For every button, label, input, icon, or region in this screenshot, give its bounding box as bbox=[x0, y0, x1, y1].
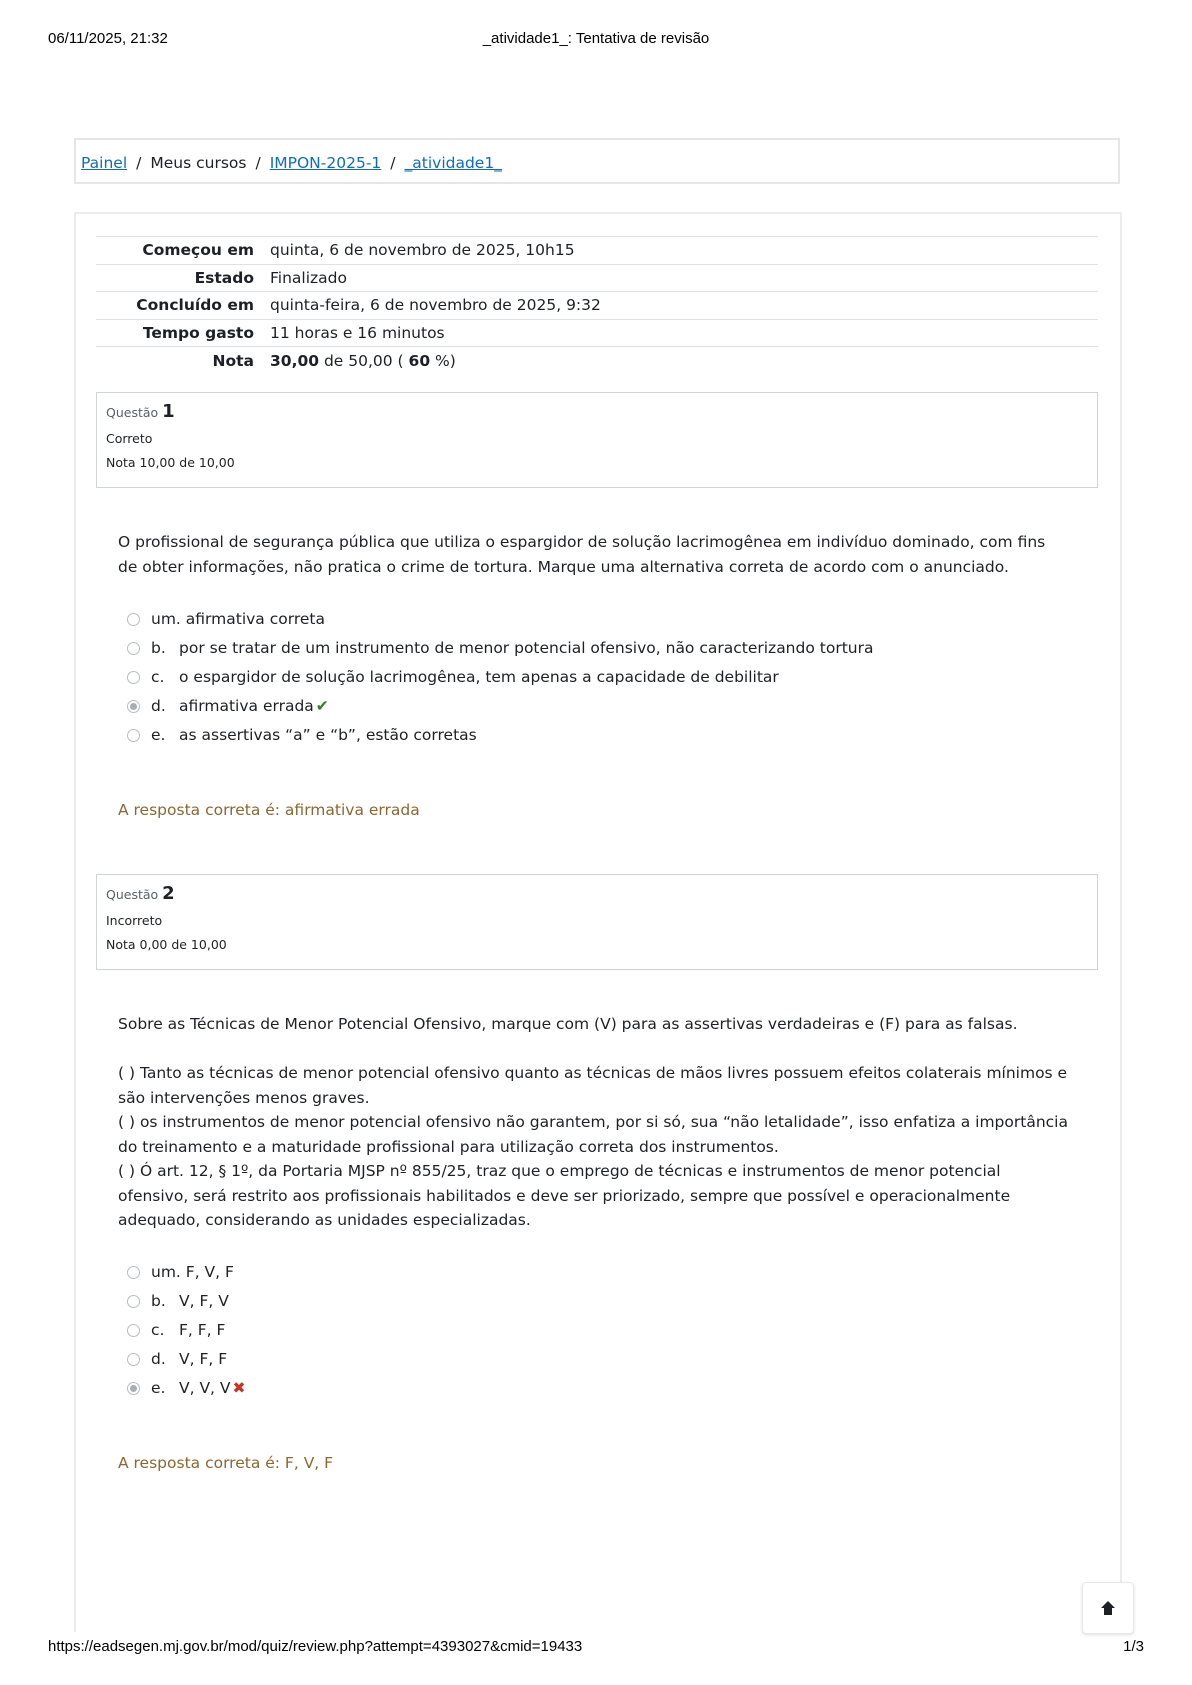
answer-letter: e. bbox=[151, 1379, 166, 1397]
radio-button[interactable] bbox=[127, 642, 140, 655]
print-datetime: 06/11/2025, 21:32 bbox=[48, 30, 168, 47]
answer-option[interactable] bbox=[126, 1316, 1026, 1345]
question-grade: Nota 0,00 de 10,00 bbox=[106, 937, 227, 952]
breadcrumb-home-link[interactable]: Painel bbox=[81, 154, 128, 172]
summary-label: Estado bbox=[194, 268, 254, 287]
answer-text-wrap bbox=[179, 1374, 246, 1403]
question-2-statements bbox=[118, 1061, 1068, 1233]
answer-option[interactable] bbox=[126, 663, 1026, 692]
answer-letter: d. bbox=[151, 697, 166, 715]
statement: ( ) Ó art. 12, § 1º, da Portaria MJSP nº 855/25, traz que o emprego de técnicas e instrumentos de menor potencial ofensivo, será restrito aos profissionais habilitados e deve ser priorizado, sempre que possível e operacionalmente adequado, considerando as unidades especializadas. bbox=[118, 1162, 1011, 1229]
grade-score: 30,00 bbox=[270, 351, 320, 370]
print-page-number: 1/3 bbox=[1123, 1638, 1144, 1655]
answer-option-selected[interactable] bbox=[126, 1374, 1026, 1403]
answer-option-selected[interactable] bbox=[126, 692, 1026, 721]
answer-text: um. afirmativa correta bbox=[151, 610, 325, 628]
grade-of: de 50,00 ( bbox=[319, 351, 409, 370]
question-2-intro: Sobre as Técnicas de Menor Potencial Ofensivo, marque com (V) para as assertivas verdadeiras e (F) para as falsas. bbox=[118, 1015, 1018, 1033]
radio-button[interactable] bbox=[127, 1266, 140, 1279]
check-icon: ✔ bbox=[315, 697, 329, 715]
summary-row-state bbox=[96, 264, 1098, 292]
breadcrumb-separator: / bbox=[136, 154, 142, 172]
question-number-value: 2 bbox=[162, 883, 175, 904]
question-1-answers bbox=[126, 605, 1026, 750]
answer-letter: b. bbox=[151, 1292, 166, 1310]
grade-end: %) bbox=[430, 351, 456, 370]
print-footer bbox=[48, 1638, 1144, 1660]
question-label: Questão bbox=[106, 887, 159, 902]
question-state: Correto bbox=[106, 431, 153, 446]
radio-button[interactable] bbox=[127, 1353, 140, 1366]
print-url: https://eadsegen.mj.gov.br/mod/quiz/review.php?attempt=4393027&cmid=19433 bbox=[48, 1638, 583, 1655]
radio-button[interactable] bbox=[127, 613, 140, 626]
breadcrumb-separator: / bbox=[255, 154, 261, 172]
answer-option[interactable] bbox=[126, 1258, 1026, 1287]
answer-option[interactable] bbox=[126, 1345, 1026, 1374]
radio-button-checked[interactable] bbox=[127, 700, 140, 713]
answer-option[interactable] bbox=[126, 1287, 1026, 1316]
question-1-info bbox=[96, 392, 1098, 488]
question-2-right-answer: A resposta correta é: F, V, F bbox=[118, 1454, 334, 1472]
answer-text: V, V, V bbox=[179, 1379, 231, 1397]
breadcrumb-separator: / bbox=[390, 154, 396, 172]
attempt-summary-table bbox=[96, 236, 1098, 374]
back-to-top-button[interactable] bbox=[1082, 1582, 1134, 1634]
radio-button[interactable] bbox=[127, 1295, 140, 1308]
question-2-info bbox=[96, 874, 1098, 970]
question-label: Questão bbox=[106, 405, 159, 420]
answer-text: um. F, V, F bbox=[151, 1263, 234, 1281]
answer-option[interactable] bbox=[126, 634, 1026, 663]
summary-value bbox=[270, 347, 1098, 375]
answer-text: V, F, V bbox=[179, 1292, 229, 1310]
summary-label: Tempo gasto bbox=[142, 323, 254, 342]
summary-label: Concluído em bbox=[136, 296, 254, 315]
answer-letter: b. bbox=[151, 639, 166, 657]
cross-icon: ✖ bbox=[232, 1379, 246, 1397]
breadcrumb-activity-link[interactable]: _atividade1_ bbox=[404, 154, 502, 172]
summary-row-started bbox=[96, 237, 1098, 265]
statement: ( ) os instrumentos de menor potencial ofensivo não garantem, por si só, sua “não letalidade”, isso enfatiza a importância do treinamento e a maturidade profissional para utilização correta dos instrumentos. bbox=[118, 1113, 1068, 1156]
answer-option[interactable] bbox=[126, 605, 1026, 634]
answer-text: as assertivas “a” e “b”, estão corretas bbox=[179, 726, 477, 744]
question-number bbox=[106, 883, 1097, 904]
answer-text: afirmativa errada bbox=[179, 697, 314, 715]
answer-letter: c. bbox=[151, 668, 165, 686]
answer-text: por se tratar de um instrumento de menor potencial ofensivo, não caracterizando tortura bbox=[179, 639, 874, 657]
arrow-up-icon bbox=[1099, 1599, 1117, 1617]
answer-text: o espargidor de solução lacrimogênea, tem apenas a capacidade de debilitar bbox=[179, 668, 779, 686]
summary-value: Finalizado bbox=[270, 268, 347, 287]
summary-value: quinta, 6 de novembro de 2025, 10h15 bbox=[270, 241, 575, 260]
radio-button[interactable] bbox=[127, 671, 140, 684]
question-2-answers bbox=[126, 1258, 1026, 1403]
question-state: Incorreto bbox=[106, 913, 163, 928]
summary-row-time bbox=[96, 319, 1098, 347]
breadcrumb-course-link[interactable]: IMPON-2025-1 bbox=[269, 154, 382, 172]
answer-text-wrap bbox=[179, 692, 329, 721]
breadcrumb bbox=[74, 138, 1120, 184]
radio-button-checked[interactable] bbox=[127, 1382, 140, 1395]
print-header bbox=[48, 30, 1144, 52]
answer-option[interactable] bbox=[126, 721, 1026, 750]
radio-button[interactable] bbox=[127, 729, 140, 742]
summary-value: 11 horas e 16 minutos bbox=[270, 323, 445, 342]
grade-percent: 60 bbox=[408, 351, 431, 370]
question-number-value: 1 bbox=[162, 401, 175, 422]
summary-label: Começou em bbox=[142, 241, 254, 260]
breadcrumb-my-courses: Meus cursos bbox=[150, 154, 247, 172]
question-grade: Nota 10,00 de 10,00 bbox=[106, 455, 235, 470]
summary-label: Nota bbox=[212, 351, 254, 370]
answer-letter: e. bbox=[151, 726, 166, 744]
answer-letter: d. bbox=[151, 1350, 166, 1368]
radio-button[interactable] bbox=[127, 1324, 140, 1337]
summary-value: quinta-feira, 6 de novembro de 2025, 9:32 bbox=[270, 296, 601, 315]
question-1-right-answer: A resposta correta é: afirmativa errada bbox=[118, 801, 420, 819]
question-1-text: O profissional de segurança pública que utiliza o espargidor de solução lacrimogênea em indivíduo dominado, com fins de obter informações, não pratica o crime de tortura. Marque uma alternativa correta de acordo com o anunciado. bbox=[118, 533, 1046, 576]
answer-text: V, F, F bbox=[179, 1350, 228, 1368]
print-title: _atividade1_: Tentativa de revisão bbox=[482, 30, 710, 47]
answer-letter: c. bbox=[151, 1321, 165, 1339]
statement: ( ) Tanto as técnicas de menor potencial ofensivo quanto as técnicas de mãos livres possuem efeitos colaterais mínimos e são intervenções menos graves. bbox=[118, 1064, 1068, 1107]
summary-row-grade bbox=[96, 347, 1098, 375]
summary-row-completed bbox=[96, 292, 1098, 320]
question-number bbox=[106, 401, 1097, 422]
answer-text: F, F, F bbox=[179, 1321, 226, 1339]
